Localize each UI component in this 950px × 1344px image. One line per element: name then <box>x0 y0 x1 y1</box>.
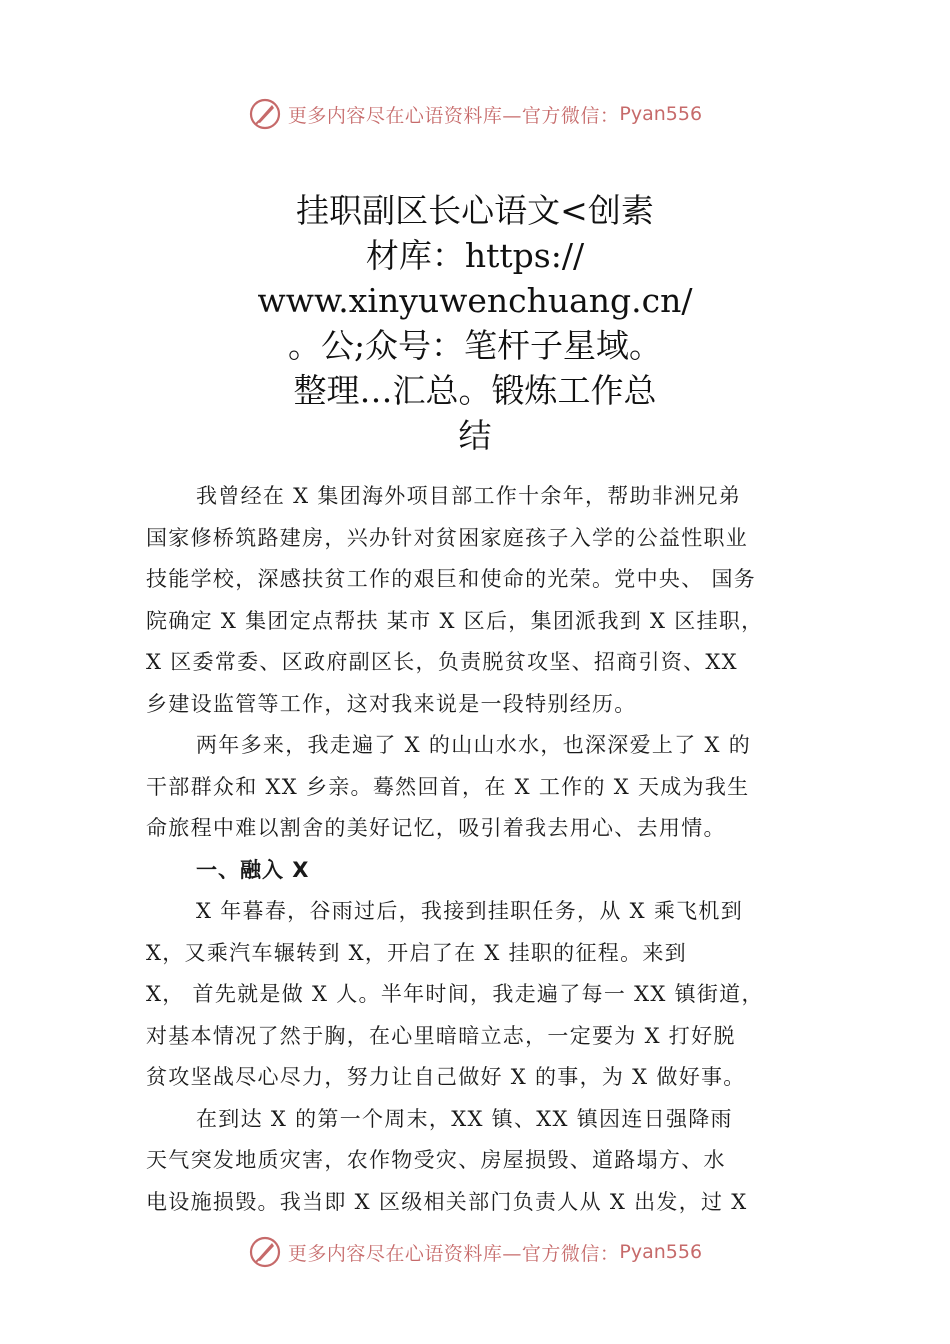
title-line: 挂职副区长心语文<创素 <box>296 191 654 230</box>
body-line: 贫攻坚战尽心尽力，努力让自己做好 X 的事，为 X 做好事。 <box>146 1065 746 1089</box>
body-line: 天气突发地质灾害，农作物受灾、房屋损毁、道路塌方、水 <box>146 1148 726 1172</box>
body-line: 对基本情况了然于胸，在心里暗暗立志，一定要为 X 打好脱 <box>146 1023 736 1048</box>
quill-logo-icon <box>248 1235 282 1269</box>
document-body <box>146 476 826 1223</box>
watermark-text: 更多内容尽在心语资料库—官方微信： <box>287 104 620 127</box>
title-line: 。公;众号：笔杆子星域。 <box>287 326 663 365</box>
quill-logo-icon <box>248 97 282 131</box>
body-line: X 区委常委、区政府副区长，负责脱贫攻坚、招商引资、XX <box>146 650 738 674</box>
body-line: 我曾经在 X 集团海外项目部工作十余年，帮助非洲兄弟 <box>196 484 742 508</box>
body-line: 两年多来，我走遍了 X 的山山水水，也深深爱上了 X 的 <box>196 733 751 757</box>
body-line: 干部群众和 XX 乡亲。蓦然回首，在 X 工作的 X 天成为我生 <box>146 774 750 799</box>
document-title <box>255 188 695 458</box>
body-line: 国家修桥筑路建房，兴办针对贫困家庭孩子入学的公益性职业 <box>146 525 749 550</box>
body-line: 技能学校，深感扶贫工作的艰巨和使命的光荣。党中央、 国务 <box>146 567 757 591</box>
title-line: 结 <box>458 416 492 455</box>
watermark-banner-bottom <box>0 1232 950 1272</box>
title-line: 材库：https:// <box>365 236 585 275</box>
body-line: X，又乘汽车辗转到 X，开启了在 X 挂职的征程。来到 <box>146 940 687 965</box>
section-heading: 一、融入 X <box>196 857 310 882</box>
watermark-banner-top <box>0 94 950 134</box>
watermark-text: 更多内容尽在心语资料库—官方微信： <box>287 1242 620 1265</box>
body-line: X， 首先就是做 X 人。半年时间，我走遍了每一 XX 镇街道， <box>146 982 764 1006</box>
title-line: 整理…汇总。锻炼工作总 <box>293 371 657 410</box>
watermark-wechat: Pyan556 <box>619 103 703 125</box>
body-line: 院确定 X 集团定点帮扶 某市 X 区后，集团派我到 X 区挂职， <box>146 608 764 633</box>
body-line: 电设施损毁。我当即 X 区级相关部门负责人从 X 出发，过 X <box>146 1189 748 1214</box>
watermark-wechat: Pyan556 <box>619 1241 703 1263</box>
body-line: 在到达 X 的第一个周末，XX 镇、XX 镇因连日强降雨 <box>196 1106 733 1131</box>
body-line: X 年暮春，谷雨过后，我接到挂职任务，从 X 乘飞机到 <box>196 899 744 923</box>
body-line: 命旅程中难以割舍的美好记忆，吸引着我去用心、去用情。 <box>146 816 726 840</box>
title-line: www.xinyuwenchuang.cn/ <box>257 281 693 320</box>
body-line: 乡建设监管等工作，这对我来说是一段特别经历。 <box>146 691 637 716</box>
